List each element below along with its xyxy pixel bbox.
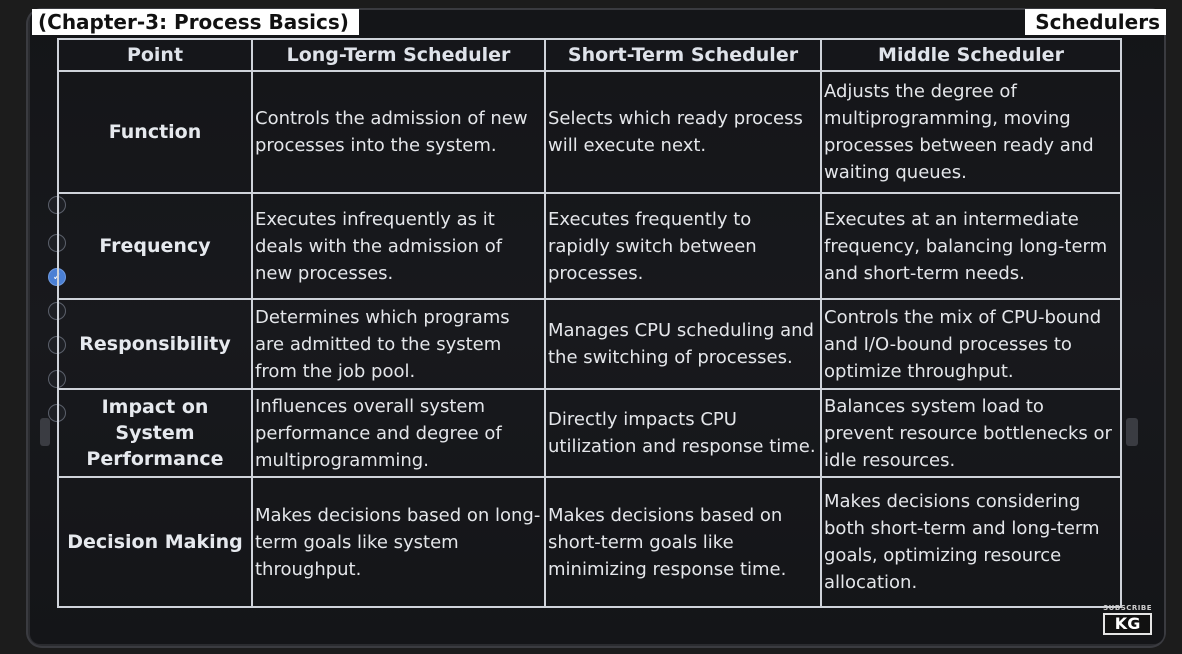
cell-short-term: Makes decisions based on short-term goals like minimizing response time. bbox=[545, 477, 821, 607]
cell-long-term: Determines which programs are admitted to the system from the job pool. bbox=[252, 299, 545, 389]
row-point: Impact on System Performance bbox=[58, 389, 252, 477]
right-edge-handle bbox=[1126, 418, 1138, 446]
subscribe-label: SUBSCRIBE bbox=[1103, 604, 1152, 612]
cell-long-term: Influences overall system performance and degree of multiprogramming. bbox=[252, 389, 545, 477]
cell-middle: Makes decisions considering both short-term and long-term goals, optimizing resource allocation. bbox=[821, 477, 1121, 607]
column-header-short-term: Short-Term Scheduler bbox=[545, 39, 821, 71]
cell-long-term: Executes infrequently as it deals with the admission of new processes. bbox=[252, 193, 545, 299]
cell-short-term: Manages CPU scheduling and the switching of processes. bbox=[545, 299, 821, 389]
column-header-point: Point bbox=[58, 39, 252, 71]
cell-long-term: Controls the admission of new processes into the system. bbox=[252, 71, 545, 193]
cell-long-term: Makes decisions based on long-term goals like system throughput. bbox=[252, 477, 545, 607]
cell-middle: Adjusts the degree of multiprogramming, moving processes between ready and waiting queues. bbox=[821, 71, 1121, 193]
table-row-function bbox=[58, 71, 1121, 193]
table-row-frequency bbox=[58, 193, 1121, 299]
column-header-middle: Middle Scheduler bbox=[821, 39, 1121, 71]
topic-title: Schedulers bbox=[1025, 9, 1166, 35]
scheduler-comparison-table bbox=[57, 38, 1122, 608]
cell-short-term: Directly impacts CPU utilization and response time. bbox=[545, 389, 821, 477]
brand-logo: KG bbox=[1103, 613, 1152, 635]
row-point: Decision Making bbox=[58, 477, 252, 607]
table-header-row bbox=[58, 39, 1121, 71]
cell-middle: Balances system load to prevent resource bottlenecks or idle resources. bbox=[821, 389, 1121, 477]
row-point: Responsibility bbox=[58, 299, 252, 389]
row-point: Function bbox=[58, 71, 252, 193]
chapter-title: (Chapter-3: Process Basics) bbox=[32, 9, 359, 35]
row-point: Frequency bbox=[58, 193, 252, 299]
cell-middle: Executes at an intermediate frequency, balancing long-term and short-term needs. bbox=[821, 193, 1121, 299]
channel-logo[interactable] bbox=[1103, 604, 1152, 635]
cell-short-term: Executes frequently to rapidly switch between processes. bbox=[545, 193, 821, 299]
cell-middle: Controls the mix of CPU-bound and I/O-bound processes to optimize throughput. bbox=[821, 299, 1121, 389]
table-row-decision-making bbox=[58, 477, 1121, 607]
table-row-responsibility bbox=[58, 299, 1121, 389]
cell-short-term: Selects which ready process will execute next. bbox=[545, 71, 821, 193]
checkmark-control-icon[interactable]: ✓ bbox=[48, 268, 66, 286]
column-header-long-term: Long-Term Scheduler bbox=[252, 39, 545, 71]
table-row-impact bbox=[58, 389, 1121, 477]
